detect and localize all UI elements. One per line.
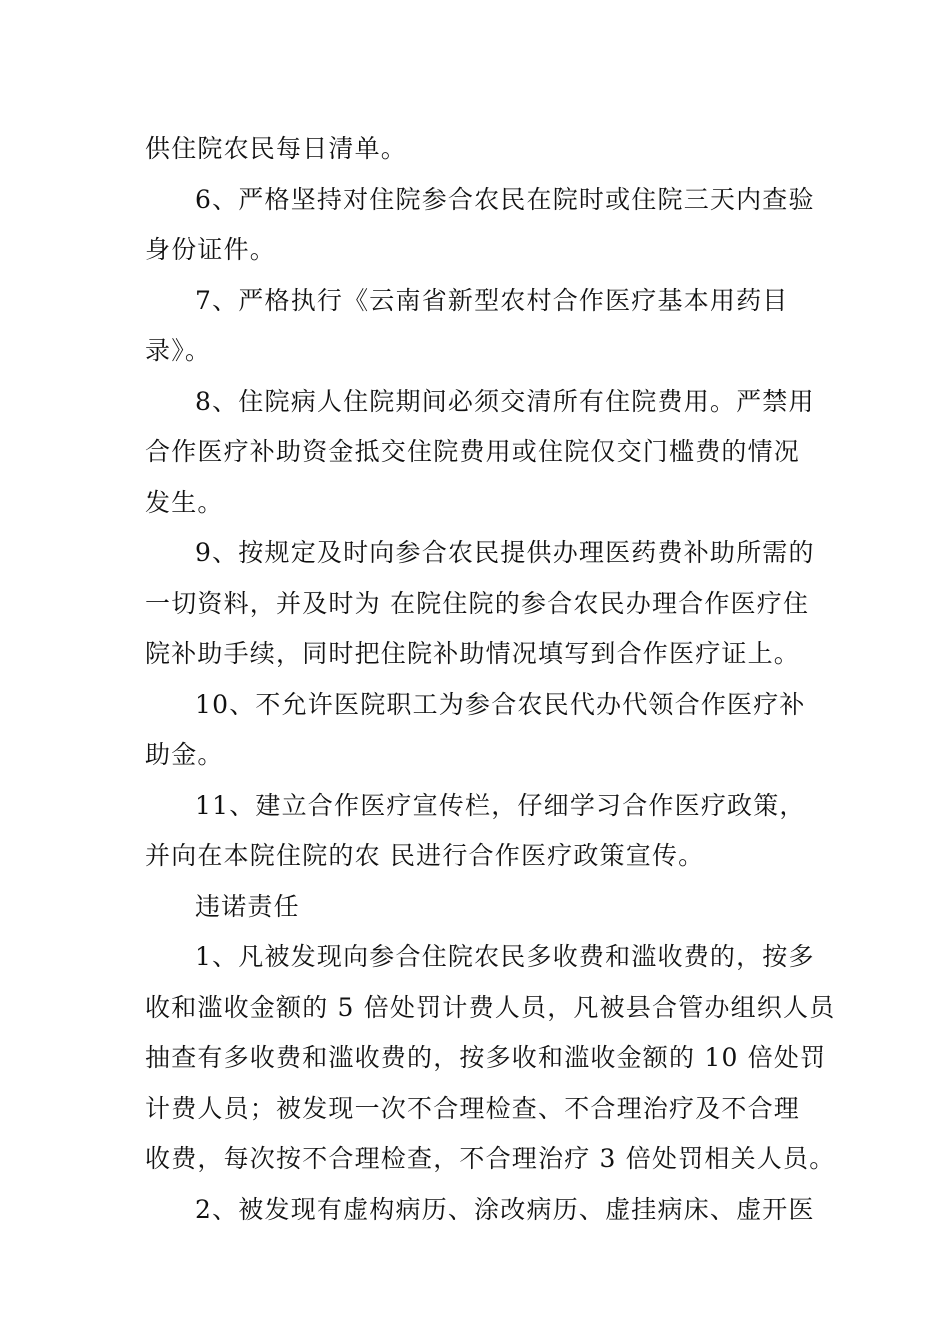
text-line: 并向在本院住院的农 民进行合作医疗政策宣传。 (145, 841, 705, 870)
text-line: 11、建立合作医疗宣传栏，仔细学习合作医疗政策， (195, 790, 806, 820)
text-line: 发生。 (145, 487, 224, 517)
text-line: 收费，每次按不合理检查，不合理治疗 3 倍处罚相关人员。 (145, 1144, 836, 1173)
text-line: 身份证件。 (145, 235, 277, 264)
text-line: 9、按规定及时向参合农民提供办理医药费补助所需的 (195, 538, 815, 567)
text-line: 10、不允许医院职工为参合农民代办代领合作医疗补 (195, 689, 806, 719)
text-line: 院补助手续，同时把住院补助情况填写到合作医疗证上。 (145, 639, 801, 668)
text-line: 8、住院病人住院期间必须交清所有住院费用。严禁用 (195, 386, 815, 416)
text-line: 供住院农民每日清单。 (145, 134, 408, 163)
text-line: 7、严格执行《云南省新型农村合作医疗基本用药目 (195, 285, 789, 315)
text-line: 6、严格坚持对住院参合农民在院时或住院三天内查验 (195, 184, 815, 214)
text-line: 助金。 (145, 740, 224, 769)
text-line: 2、被发现有虚构病历、涂改病历、虚挂病床、虚开医 (195, 1194, 815, 1224)
section-heading: 违诺责任 (195, 891, 300, 921)
text-line: 合作医疗补助资金抵交住院费用或住院仅交门槛费的情况 (145, 437, 801, 466)
text-line: 计费人员；被发现一次不合理检查、不合理治疗及不合理 (145, 1093, 801, 1123)
text-line: 收和滥收金额的 5 倍处罚计费人员，凡被县合管办组织人员 (145, 992, 836, 1022)
text-line: 录》。 (145, 336, 212, 365)
text-line: 1、凡被发现向参合住院农民多收费和滥收费的，按多 (195, 942, 815, 971)
document-body (145, 124, 836, 1235)
text-line: 抽查有多收费和滥收费的，按多收和滥收金额的 10 倍处罚 (145, 1043, 827, 1072)
text-line: 一切资料，并及时为 在院住院的参合农民办理合作医疗住 (145, 588, 810, 618)
